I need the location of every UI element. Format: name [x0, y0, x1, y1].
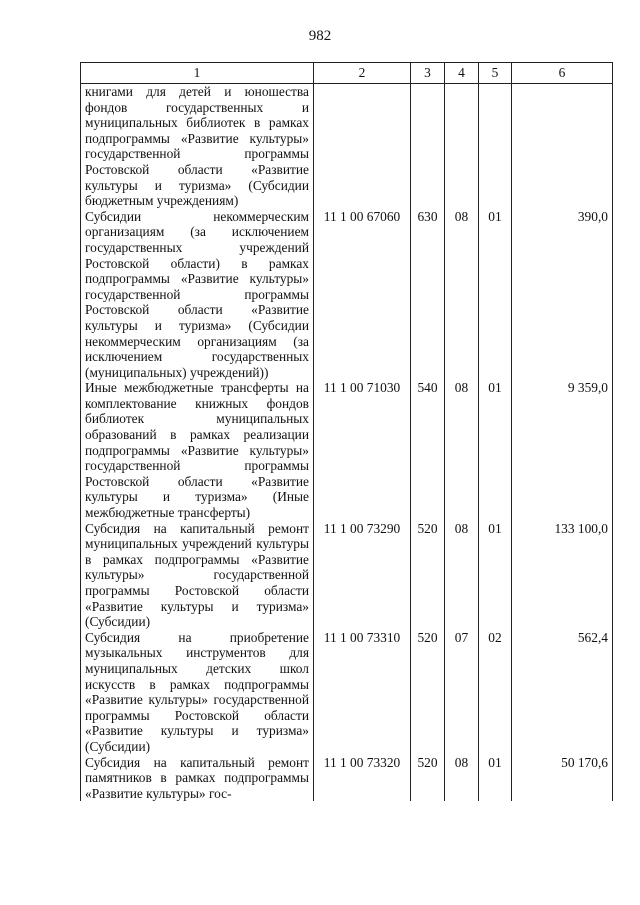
row-name: Субсидия на приобретение музыкальных инструментов для муниципальных детских школ искусств в рамках подпрограммы «Развитие культуры» государственной программы Ростовской области «Развитие культуры и туризма» (Субсидии)	[81, 630, 314, 755]
table-row	[81, 755, 613, 802]
row-code: 11 1 00 73290	[314, 521, 411, 630]
column-header-5: 5	[479, 63, 512, 84]
row-section: 08	[445, 209, 479, 381]
table-row	[81, 630, 613, 755]
table-row	[81, 209, 613, 381]
row-subsection: 02	[479, 630, 512, 755]
row-code: 11 1 00 73310	[314, 630, 411, 755]
row-subsection: 01	[479, 755, 512, 802]
row-amount: 9 359,0	[512, 380, 613, 520]
row-type: 520	[411, 630, 445, 755]
row-amount: 562,4	[512, 630, 613, 755]
table-row	[81, 521, 613, 630]
row-code: 11 1 00 73320	[314, 755, 411, 802]
row-subsection: 01	[479, 521, 512, 630]
row-type: 520	[411, 755, 445, 802]
row-amount: 390,0	[512, 209, 613, 381]
row-amount: 50 170,6	[512, 755, 613, 802]
row-type: 540	[411, 380, 445, 520]
row-name: Иные межбюджетные трансферты на комплектование книжных фондов библиотек муниципальных образований в рамках реализации подпрограммы «Развитие культуры» государственной программы Ростовской области «Развитие культуры и туризма» (Иные межбюджетные трансферты)	[81, 380, 314, 520]
row-section: 08	[445, 755, 479, 802]
table-row	[81, 84, 613, 209]
table-header-row	[81, 63, 613, 84]
row-subsection: 01	[479, 380, 512, 520]
row-section: 08	[445, 521, 479, 630]
table-row	[81, 380, 613, 520]
column-header-2: 2	[314, 63, 411, 84]
row-name: Субсидия на капитальный ремонт муниципальных учреждений культуры в рамках подпрограммы «Развитие культуры» государственной программы Ростовской области «Развитие культуры и туризма» (Субсидии)	[81, 521, 314, 630]
column-header-1: 1	[81, 63, 314, 84]
column-header-3: 3	[411, 63, 445, 84]
row-name: книгами для детей и юношества фондов государственных и муниципальных библиотек в рамках подпрограммы «Развитие культуры» государственной программы Ростовской области «Развитие культуры и туризма» (Субсидии бюджетным учреждениям)	[81, 84, 314, 209]
row-name: Субсидии некоммерческим организациям (за исключением государственных учреждений Ростовской области) в рамках подпрограммы «Развитие культуры» государственной программы Ростовской области «Развитие культуры и туризма» (Субсидии некоммерческим организациям (за исключением государственных (муниципальных) учреждений))	[81, 209, 314, 381]
row-amount: 133 100,0	[512, 521, 613, 630]
row-type	[411, 84, 445, 209]
row-subsection: 01	[479, 209, 512, 381]
row-code	[314, 84, 411, 209]
row-subsection	[479, 84, 512, 209]
row-type: 520	[411, 521, 445, 630]
row-section	[445, 84, 479, 209]
row-section: 08	[445, 380, 479, 520]
row-type: 630	[411, 209, 445, 381]
row-section: 07	[445, 630, 479, 755]
row-code: 11 1 00 71030	[314, 380, 411, 520]
column-header-6: 6	[512, 63, 613, 84]
row-amount	[512, 84, 613, 209]
row-code: 11 1 00 67060	[314, 209, 411, 381]
row-name: Субсидия на капитальный ремонт памятников в рамках подпрограммы «Развитие культуры» гос-	[81, 755, 314, 802]
column-header-4: 4	[445, 63, 479, 84]
page-number: 982	[308, 28, 332, 44]
budget-table	[80, 62, 613, 801]
